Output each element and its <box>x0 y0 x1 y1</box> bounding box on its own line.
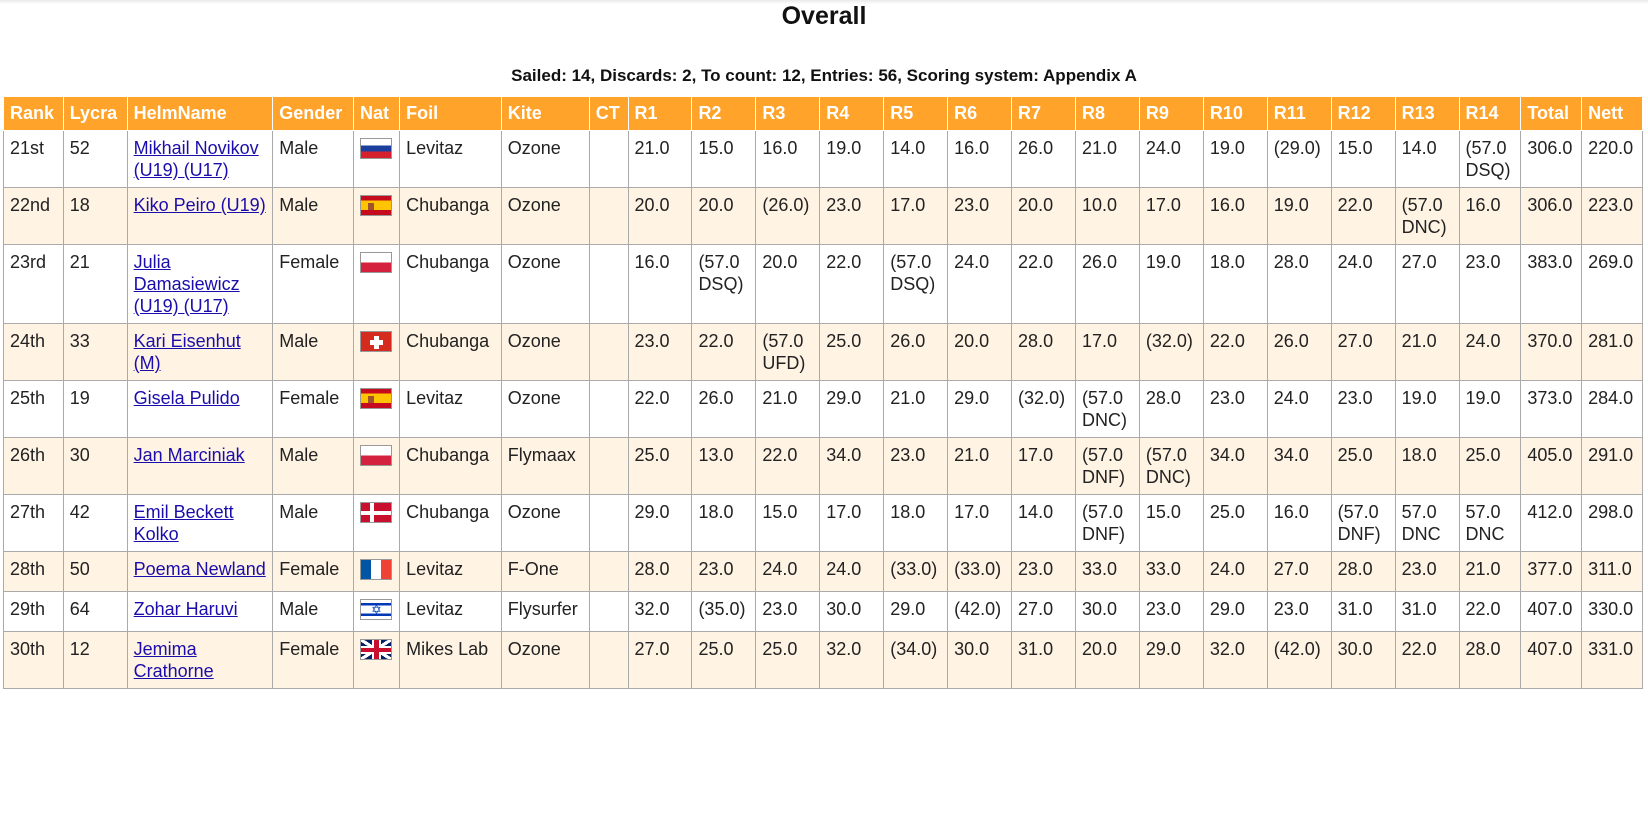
foil-cell: Chubanga <box>400 245 502 324</box>
rank-cell: 28th <box>4 552 64 592</box>
race-r5-cell: 29.0 <box>884 592 948 632</box>
race-r10-cell: 32.0 <box>1203 632 1267 689</box>
column-header-lycra: Lycra <box>63 97 127 131</box>
total-cell: 407.0 <box>1521 632 1582 689</box>
helm-cell <box>127 632 273 689</box>
race-r9-cell: 19.0 <box>1139 245 1203 324</box>
ct-cell <box>589 188 628 245</box>
race-r8-cell: 20.0 <box>1075 632 1139 689</box>
foil-cell: Chubanga <box>400 438 502 495</box>
table-row <box>4 552 1643 592</box>
race-r1-cell: 21.0 <box>628 131 692 188</box>
total-cell: 407.0 <box>1521 592 1582 632</box>
race-r1-cell: 29.0 <box>628 495 692 552</box>
race-r12-cell: 24.0 <box>1331 245 1395 324</box>
race-r14-cell: (57.0 DSQ) <box>1459 131 1521 188</box>
race-r6-cell: 24.0 <box>948 245 1012 324</box>
race-r2-cell: 20.0 <box>692 188 756 245</box>
total-cell: 306.0 <box>1521 131 1582 188</box>
helm-name-link[interactable]: Jemima Crathorne <box>133 639 214 681</box>
race-r5-cell: 26.0 <box>884 324 948 381</box>
nett-cell: 284.0 <box>1582 381 1643 438</box>
gender-cell: Male <box>273 324 354 381</box>
race-r11-cell: 34.0 <box>1267 438 1331 495</box>
table-row <box>4 245 1643 324</box>
nat-cell <box>353 592 399 632</box>
race-r8-cell: (57.0 DNF) <box>1075 495 1139 552</box>
lycra-cell: 18 <box>63 188 127 245</box>
race-r5-cell: 18.0 <box>884 495 948 552</box>
race-r3-cell: (57.0 UFD) <box>756 324 820 381</box>
race-r6-cell: 20.0 <box>948 324 1012 381</box>
table-row <box>4 438 1643 495</box>
kite-cell: Ozone <box>501 632 589 689</box>
gender-cell: Female <box>273 245 354 324</box>
results-table <box>3 96 1643 689</box>
gender-cell: Female <box>273 632 354 689</box>
ct-cell <box>589 324 628 381</box>
race-r14-cell: 21.0 <box>1459 552 1521 592</box>
gender-cell: Male <box>273 131 354 188</box>
flag-pl-icon <box>360 252 392 273</box>
column-header-r7: R7 <box>1012 97 1076 131</box>
nat-cell <box>353 552 399 592</box>
kite-cell: Ozone <box>501 381 589 438</box>
rank-cell: 21st <box>4 131 64 188</box>
kite-cell: F-One <box>501 552 589 592</box>
column-header-nett: Nett <box>1582 97 1643 131</box>
race-r8-cell: 30.0 <box>1075 592 1139 632</box>
race-r12-cell: 28.0 <box>1331 552 1395 592</box>
race-r11-cell: 23.0 <box>1267 592 1331 632</box>
column-header-kite: Kite <box>501 97 589 131</box>
flag-ru-icon <box>360 138 392 159</box>
race-r11-cell: 27.0 <box>1267 552 1331 592</box>
table-row <box>4 632 1643 689</box>
race-r9-cell: 15.0 <box>1139 495 1203 552</box>
race-r2-cell: 23.0 <box>692 552 756 592</box>
race-r4-cell: 34.0 <box>820 438 884 495</box>
nett-cell: 331.0 <box>1582 632 1643 689</box>
race-r10-cell: 34.0 <box>1203 438 1267 495</box>
column-header-r11: R11 <box>1267 97 1331 131</box>
race-r10-cell: 23.0 <box>1203 381 1267 438</box>
race-r5-cell: (57.0 DSQ) <box>884 245 948 324</box>
foil-cell: Chubanga <box>400 495 502 552</box>
gender-cell: Female <box>273 552 354 592</box>
helm-cell <box>127 438 273 495</box>
column-header-r12: R12 <box>1331 97 1395 131</box>
flag-es-icon <box>360 195 392 216</box>
race-r11-cell: 26.0 <box>1267 324 1331 381</box>
ct-cell <box>589 438 628 495</box>
column-header-foil: Foil <box>400 97 502 131</box>
race-r1-cell: 22.0 <box>628 381 692 438</box>
race-r2-cell: (57.0 DSQ) <box>692 245 756 324</box>
page-title: Overall <box>781 2 867 30</box>
lycra-cell: 12 <box>63 632 127 689</box>
helm-name-link[interactable]: Emil Beckett Kolko <box>133 502 234 544</box>
helm-cell <box>127 245 273 324</box>
ct-cell <box>589 592 628 632</box>
race-r14-cell: 28.0 <box>1459 632 1521 689</box>
race-r9-cell: 24.0 <box>1139 131 1203 188</box>
column-header-r10: R10 <box>1203 97 1267 131</box>
helm-name-link[interactable]: Poema Newland <box>133 559 266 579</box>
race-r9-cell: (57.0 DNC) <box>1139 438 1203 495</box>
ct-cell <box>589 632 628 689</box>
ct-cell <box>589 245 628 324</box>
race-r12-cell: 22.0 <box>1331 188 1395 245</box>
race-r4-cell: 23.0 <box>820 188 884 245</box>
race-r4-cell: 24.0 <box>820 552 884 592</box>
rank-cell: 30th <box>4 632 64 689</box>
race-r3-cell: 24.0 <box>756 552 820 592</box>
race-r5-cell: 21.0 <box>884 381 948 438</box>
table-row <box>4 592 1643 632</box>
lycra-cell: 64 <box>63 592 127 632</box>
lycra-cell: 52 <box>63 131 127 188</box>
flag-es-icon <box>360 388 392 409</box>
nat-cell <box>353 245 399 324</box>
race-r8-cell: 33.0 <box>1075 552 1139 592</box>
column-header-r4: R4 <box>820 97 884 131</box>
column-header-r5: R5 <box>884 97 948 131</box>
helm-cell <box>127 552 273 592</box>
column-header-rank: Rank <box>4 97 64 131</box>
flag-dk-icon <box>360 502 392 523</box>
race-r10-cell: 18.0 <box>1203 245 1267 324</box>
race-r6-cell: (33.0) <box>948 552 1012 592</box>
foil-cell: Chubanga <box>400 324 502 381</box>
kite-cell: Ozone <box>501 495 589 552</box>
race-r1-cell: 27.0 <box>628 632 692 689</box>
race-r4-cell: 22.0 <box>820 245 884 324</box>
race-r10-cell: 19.0 <box>1203 131 1267 188</box>
flag-pl-icon <box>360 445 392 466</box>
column-header-r8: R8 <box>1075 97 1139 131</box>
race-r7-cell: 20.0 <box>1012 188 1076 245</box>
gender-cell: Male <box>273 438 354 495</box>
race-r2-cell: 18.0 <box>692 495 756 552</box>
nat-cell <box>353 131 399 188</box>
race-r13-cell: 19.0 <box>1395 381 1459 438</box>
race-r4-cell: 32.0 <box>820 632 884 689</box>
nett-cell: 298.0 <box>1582 495 1643 552</box>
race-r9-cell: (32.0) <box>1139 324 1203 381</box>
lycra-cell: 33 <box>63 324 127 381</box>
race-r8-cell: 26.0 <box>1075 245 1139 324</box>
race-r9-cell: 17.0 <box>1139 188 1203 245</box>
race-r6-cell: (42.0) <box>948 592 1012 632</box>
race-r7-cell: 28.0 <box>1012 324 1076 381</box>
race-r11-cell: (29.0) <box>1267 131 1331 188</box>
nat-cell <box>353 324 399 381</box>
race-r13-cell: 23.0 <box>1395 552 1459 592</box>
series-summary: Sailed: 14, Discards: 2, To count: 12, Entries: 56, Scoring system: Appendix A <box>511 66 1137 85</box>
race-r7-cell: 17.0 <box>1012 438 1076 495</box>
race-r3-cell: 20.0 <box>756 245 820 324</box>
race-r7-cell: (32.0) <box>1012 381 1076 438</box>
kite-cell: Flysurfer <box>501 592 589 632</box>
race-r13-cell: 18.0 <box>1395 438 1459 495</box>
kite-cell: Flymaax <box>501 438 589 495</box>
race-r13-cell: 31.0 <box>1395 592 1459 632</box>
total-cell: 377.0 <box>1521 552 1582 592</box>
race-r4-cell: 17.0 <box>820 495 884 552</box>
flag-gb-icon <box>360 639 392 660</box>
helm-name-link[interactable]: Julia Damasiewicz (U19) (U17) <box>133 252 240 316</box>
race-r3-cell: 15.0 <box>756 495 820 552</box>
lycra-cell: 50 <box>63 552 127 592</box>
race-r12-cell: 30.0 <box>1331 632 1395 689</box>
lycra-cell: 21 <box>63 245 127 324</box>
kite-cell: Ozone <box>501 245 589 324</box>
race-r7-cell: 22.0 <box>1012 245 1076 324</box>
race-r11-cell: 24.0 <box>1267 381 1331 438</box>
race-r11-cell: (42.0) <box>1267 632 1331 689</box>
race-r1-cell: 16.0 <box>628 245 692 324</box>
race-r4-cell: 29.0 <box>820 381 884 438</box>
flag-il-icon <box>360 599 392 620</box>
nett-cell: 281.0 <box>1582 324 1643 381</box>
race-r5-cell: (34.0) <box>884 632 948 689</box>
race-r13-cell: 57.0 DNC <box>1395 495 1459 552</box>
race-r13-cell: 27.0 <box>1395 245 1459 324</box>
race-r13-cell: 22.0 <box>1395 632 1459 689</box>
helm-cell <box>127 495 273 552</box>
total-cell: 306.0 <box>1521 188 1582 245</box>
column-header-total: Total <box>1521 97 1582 131</box>
race-r14-cell: 23.0 <box>1459 245 1521 324</box>
race-r12-cell: 31.0 <box>1331 592 1395 632</box>
race-r14-cell: 57.0 DNC <box>1459 495 1521 552</box>
kite-cell: Ozone <box>501 131 589 188</box>
helm-cell <box>127 592 273 632</box>
kite-cell: Ozone <box>501 324 589 381</box>
rank-cell: 25th <box>4 381 64 438</box>
race-r4-cell: 25.0 <box>820 324 884 381</box>
race-r8-cell: 21.0 <box>1075 131 1139 188</box>
total-cell: 370.0 <box>1521 324 1582 381</box>
race-r6-cell: 23.0 <box>948 188 1012 245</box>
race-r6-cell: 21.0 <box>948 438 1012 495</box>
race-r12-cell: (57.0 DNF) <box>1331 495 1395 552</box>
rank-cell: 22nd <box>4 188 64 245</box>
gender-cell: Female <box>273 381 354 438</box>
race-r14-cell: 19.0 <box>1459 381 1521 438</box>
race-r13-cell: 21.0 <box>1395 324 1459 381</box>
race-r8-cell: (57.0 DNF) <box>1075 438 1139 495</box>
race-r12-cell: 23.0 <box>1331 381 1395 438</box>
lycra-cell: 42 <box>63 495 127 552</box>
helm-cell <box>127 188 273 245</box>
total-cell: 405.0 <box>1521 438 1582 495</box>
flag-ch-icon <box>360 331 392 352</box>
race-r6-cell: 17.0 <box>948 495 1012 552</box>
race-r8-cell: 17.0 <box>1075 324 1139 381</box>
race-r6-cell: 30.0 <box>948 632 1012 689</box>
race-r3-cell: 22.0 <box>756 438 820 495</box>
race-r10-cell: 22.0 <box>1203 324 1267 381</box>
column-header-helmname: HelmName <box>127 97 273 131</box>
column-header-r3: R3 <box>756 97 820 131</box>
race-r11-cell: 16.0 <box>1267 495 1331 552</box>
nett-cell: 311.0 <box>1582 552 1643 592</box>
race-r5-cell: (33.0) <box>884 552 948 592</box>
race-r3-cell: 16.0 <box>756 131 820 188</box>
foil-cell: Levitaz <box>400 552 502 592</box>
ct-cell <box>589 552 628 592</box>
race-r8-cell: (57.0 DNC) <box>1075 381 1139 438</box>
race-r9-cell: 28.0 <box>1139 381 1203 438</box>
ct-cell <box>589 131 628 188</box>
race-r2-cell: 15.0 <box>692 131 756 188</box>
column-header-r2: R2 <box>692 97 756 131</box>
lycra-cell: 19 <box>63 381 127 438</box>
helm-name-link[interactable]: Jan Marciniak <box>133 445 245 465</box>
race-r9-cell: 33.0 <box>1139 552 1203 592</box>
gender-cell: Male <box>273 188 354 245</box>
foil-cell: Levitaz <box>400 381 502 438</box>
race-r1-cell: 23.0 <box>628 324 692 381</box>
total-cell: 373.0 <box>1521 381 1582 438</box>
race-r10-cell: 25.0 <box>1203 495 1267 552</box>
race-r9-cell: 23.0 <box>1139 592 1203 632</box>
helm-name-link[interactable]: Zohar Haruvi <box>133 599 238 619</box>
gender-cell: Male <box>273 495 354 552</box>
race-r5-cell: 14.0 <box>884 131 948 188</box>
rank-cell: 23rd <box>4 245 64 324</box>
helm-cell <box>127 381 273 438</box>
race-r9-cell: 29.0 <box>1139 632 1203 689</box>
column-header-r1: R1 <box>628 97 692 131</box>
table-row <box>4 131 1643 188</box>
race-r4-cell: 30.0 <box>820 592 884 632</box>
race-r2-cell: (35.0) <box>692 592 756 632</box>
header-row <box>4 97 1643 131</box>
helm-name-link[interactable]: Gisela Pulido <box>133 388 240 408</box>
nat-cell <box>353 381 399 438</box>
race-r5-cell: 23.0 <box>884 438 948 495</box>
nett-cell: 223.0 <box>1582 188 1643 245</box>
race-r7-cell: 23.0 <box>1012 552 1076 592</box>
foil-cell: Levitaz <box>400 592 502 632</box>
foil-cell: Chubanga <box>400 188 502 245</box>
race-r13-cell: (57.0 DNC) <box>1395 188 1459 245</box>
race-r2-cell: 26.0 <box>692 381 756 438</box>
race-r3-cell: (26.0) <box>756 188 820 245</box>
table-row <box>4 495 1643 552</box>
rank-cell: 29th <box>4 592 64 632</box>
race-r11-cell: 19.0 <box>1267 188 1331 245</box>
foil-cell: Levitaz <box>400 131 502 188</box>
race-r12-cell: 27.0 <box>1331 324 1395 381</box>
nat-cell <box>353 495 399 552</box>
helm-name-link[interactable]: Mikhail Novikov (U19) (U17) <box>133 138 259 180</box>
column-header-gender: Gender <box>273 97 354 131</box>
nett-cell: 291.0 <box>1582 438 1643 495</box>
helm-cell <box>127 324 273 381</box>
race-r14-cell: 22.0 <box>1459 592 1521 632</box>
column-header-r14: R14 <box>1459 97 1521 131</box>
race-r4-cell: 19.0 <box>820 131 884 188</box>
rank-cell: 26th <box>4 438 64 495</box>
race-r1-cell: 28.0 <box>628 552 692 592</box>
ct-cell <box>589 495 628 552</box>
foil-cell: Mikes Lab <box>400 632 502 689</box>
column-header-r6: R6 <box>948 97 1012 131</box>
race-r5-cell: 17.0 <box>884 188 948 245</box>
rank-cell: 27th <box>4 495 64 552</box>
race-r14-cell: 25.0 <box>1459 438 1521 495</box>
nat-cell <box>353 188 399 245</box>
race-r7-cell: 31.0 <box>1012 632 1076 689</box>
race-r10-cell: 29.0 <box>1203 592 1267 632</box>
column-header-r9: R9 <box>1139 97 1203 131</box>
race-r14-cell: 16.0 <box>1459 188 1521 245</box>
race-r8-cell: 10.0 <box>1075 188 1139 245</box>
helm-name-link[interactable]: Kari Eisenhut (M) <box>133 331 241 373</box>
race-r3-cell: 23.0 <box>756 592 820 632</box>
nett-cell: 220.0 <box>1582 131 1643 188</box>
gender-cell: Male <box>273 592 354 632</box>
nett-cell: 269.0 <box>1582 245 1643 324</box>
race-r1-cell: 32.0 <box>628 592 692 632</box>
table-row <box>4 188 1643 245</box>
table-row <box>4 324 1643 381</box>
race-r7-cell: 27.0 <box>1012 592 1076 632</box>
race-r7-cell: 26.0 <box>1012 131 1076 188</box>
nat-cell <box>353 438 399 495</box>
total-cell: 383.0 <box>1521 245 1582 324</box>
race-r12-cell: 25.0 <box>1331 438 1395 495</box>
lycra-cell: 30 <box>63 438 127 495</box>
helm-name-link[interactable]: Kiko Peiro (U19) <box>133 195 266 215</box>
race-r10-cell: 16.0 <box>1203 188 1267 245</box>
flag-fr-icon <box>360 559 392 580</box>
race-r3-cell: 25.0 <box>756 632 820 689</box>
column-header-nat: Nat <box>353 97 399 131</box>
column-header-ct: CT <box>589 97 628 131</box>
race-r2-cell: 25.0 <box>692 632 756 689</box>
race-r14-cell: 24.0 <box>1459 324 1521 381</box>
race-r7-cell: 14.0 <box>1012 495 1076 552</box>
table-row <box>4 381 1643 438</box>
column-header-r13: R13 <box>1395 97 1459 131</box>
rank-cell: 24th <box>4 324 64 381</box>
race-r10-cell: 24.0 <box>1203 552 1267 592</box>
race-r6-cell: 29.0 <box>948 381 1012 438</box>
helm-cell <box>127 131 273 188</box>
race-r2-cell: 13.0 <box>692 438 756 495</box>
race-r6-cell: 16.0 <box>948 131 1012 188</box>
race-r11-cell: 28.0 <box>1267 245 1331 324</box>
ct-cell <box>589 381 628 438</box>
nett-cell: 330.0 <box>1582 592 1643 632</box>
race-r2-cell: 22.0 <box>692 324 756 381</box>
race-r1-cell: 20.0 <box>628 188 692 245</box>
total-cell: 412.0 <box>1521 495 1582 552</box>
race-r3-cell: 21.0 <box>756 381 820 438</box>
nat-cell <box>353 632 399 689</box>
race-r1-cell: 25.0 <box>628 438 692 495</box>
race-r13-cell: 14.0 <box>1395 131 1459 188</box>
race-r12-cell: 15.0 <box>1331 131 1395 188</box>
kite-cell: Ozone <box>501 188 589 245</box>
